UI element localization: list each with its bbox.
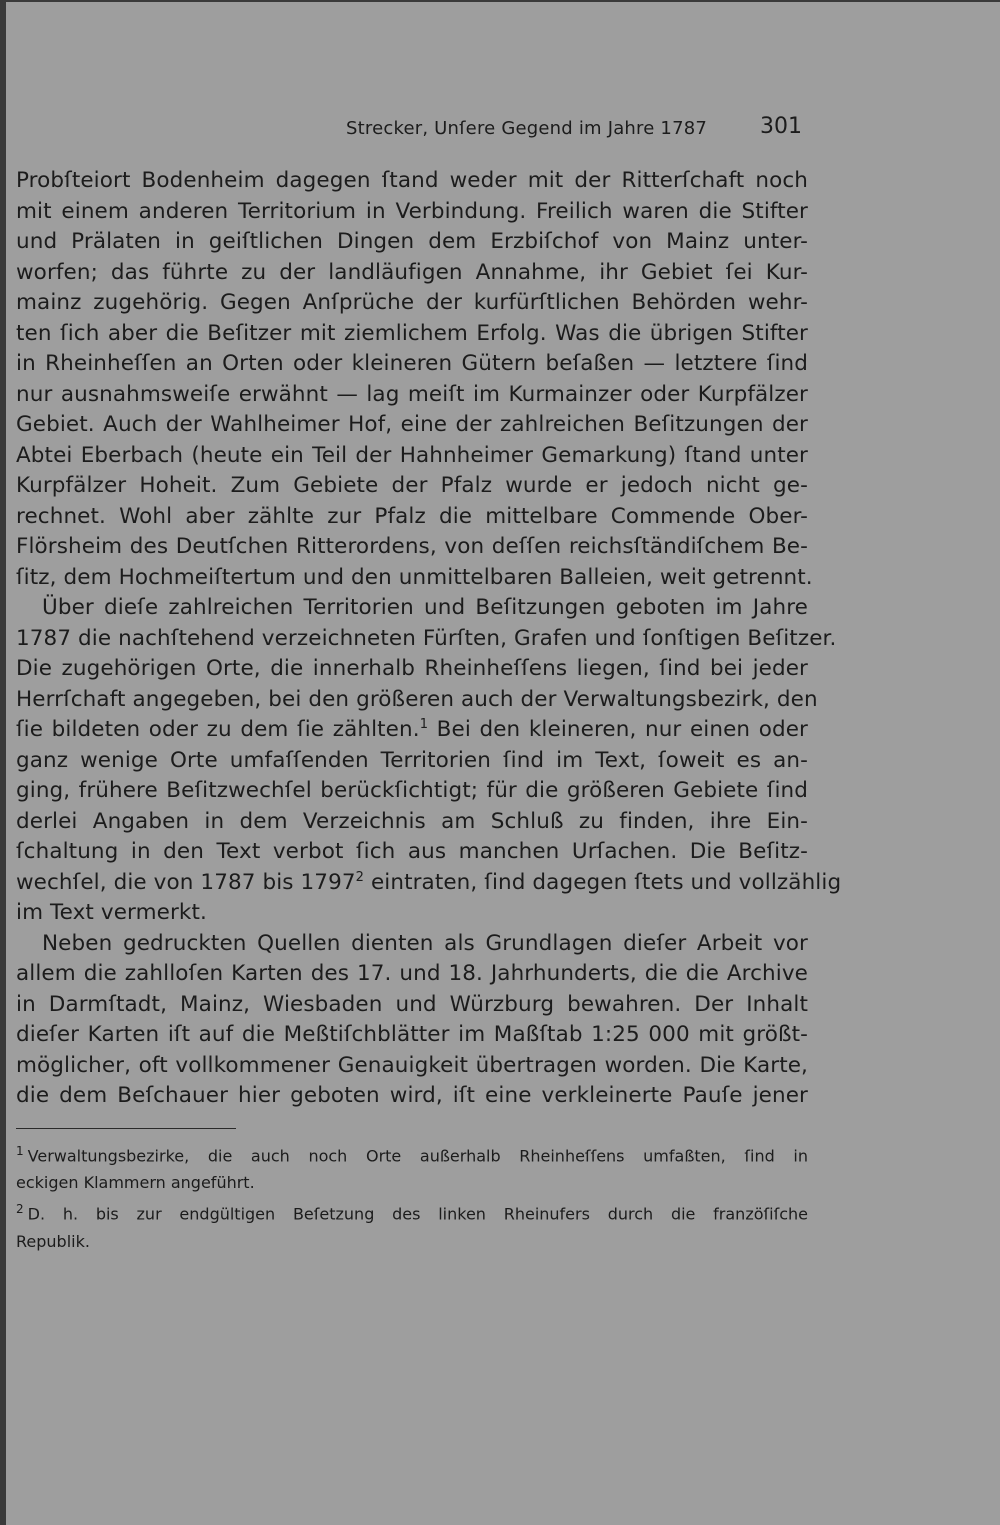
text-segment: ſie bildeten oder zu dem ſie zählten. (16, 717, 420, 742)
body-text (16, 166, 842, 1112)
footnote-text: D. h. bis zur endgültigen Beſetzung des linken Rheinufers durch die franzöſiſche (27, 1204, 808, 1224)
text-line: Über dieſe zahlreichen Territorien und Beſitzungen geboten im Jahre (42, 595, 808, 620)
text-line: ten ſich aber die Beſitzer mit ziemlichem Erfolg. Was die übrigen Stifter (16, 320, 808, 346)
text-line: und Prälaten in geiſtlichen Dingen dem Erzbiſchof von Mainz unter- (16, 229, 808, 254)
text-line: möglicher, oft vollkommener Genauigkeit übertragen worden. Die Karte, (16, 1052, 808, 1078)
text-line: ganz wenige Orte umfaſſenden Territorien ſind im Text, ſoweit es an- (16, 747, 808, 773)
paragraph-1 (16, 166, 813, 593)
text-line: im Text vermerkt. (16, 900, 207, 925)
text-line: dieſer Karten iſt auf die Meßtiſchblätter im Maßſtab 1:25 000 mit größt- (16, 1022, 808, 1047)
text-line: Gebiet. Auch der Wahlheimer Hof, eine der zahlreichen Beſitzungen der (16, 412, 808, 437)
paragraph-2 (16, 593, 842, 929)
text-line-with-footnote (16, 868, 842, 899)
page-header (346, 114, 806, 144)
running-title: Strecker, Unſere Gegend im Jahre 1787 (346, 118, 708, 139)
text-line: rechnet. Wohl aber zählte zur Pfalz die mittelbare Commende Ober- (16, 503, 808, 529)
text-line: ſchaltung in den Text verbot ſich aus manchen Urſachen. Die Beſitz- (16, 839, 808, 864)
text-line: derlei Angaben in dem Verzeichnis am Schluß zu finden, ihre Ein- (16, 808, 808, 834)
text-line: in Darmſtadt, Mainz, Wiesbaden und Würzburg bewahren. Der Inhalt (16, 991, 808, 1017)
footnote-ref-1: 1 (419, 716, 429, 732)
text-line: mit einem anderen Territorium in Verbindung. Freilich waren die Stifter (16, 198, 808, 224)
text-line: Die zugehörigen Orte, die innerhalb Rheinheſſens liegen, ſind bei jeder (16, 656, 808, 681)
footnote-line (16, 1138, 808, 1169)
text-line: worfen; das führte zu der landläufigen Annahme, ihr Gebiet ſei Kur- (16, 259, 808, 285)
footnote-mark: 1 (16, 1144, 24, 1158)
text-line: allem die zahlloſen Karten des 17. und 18. Jahrhunderts, die die Archive (16, 961, 808, 986)
text-segment: wechſel, die von 1787 bis 1797 (16, 869, 356, 895)
text-line: Probſteiort Bodenheim dagegen ſtand weder mit der Ritterſchaft noch (16, 168, 808, 193)
footnote-text: Verwaltungsbezirke, die auch noch Orte außerhalb Rheinheſſens umfaßten, ſind in (27, 1146, 808, 1166)
text-line: Abtei Eberbach (heute ein Teil der Hahnheimer Gemarkung) ſtand unter (16, 442, 808, 468)
page-number: 301 (760, 114, 802, 139)
text-line: Kurpfälzer Hoheit. Zum Gebiete der Pfalz wurde er jedoch nicht ge- (16, 473, 808, 498)
text-line: ging, frühere Beſitzwechſel berückſichtigt; für die größeren Gebiete ſind (16, 778, 808, 803)
text-line: Flörsheim des Deutſchen Ritterordens, von deſſen reichsſtändiſchem Be- (16, 534, 808, 559)
text-line: mainz zugehörig. Gegen Anſprüche der kurfürſtlichen Behörden wehr- (16, 290, 808, 315)
footnote-line: eckigen Klammern angeführt. (16, 1173, 255, 1193)
text-line: ſitz, dem Hochmeiſtertum und den unmittelbaren Balleien, weit getrennt. (16, 564, 813, 590)
text-line: Neben gedruckten Quellen dienten als Grundlagen dieſer Arbeit vor (42, 930, 808, 956)
text-line: Herrſchaft angegeben, bei den größeren auch der Verwaltungsbezirk, den (16, 686, 818, 712)
footnote-1 (16, 1138, 808, 1196)
text-segment: Bei den kleineren, nur einen oder (428, 717, 808, 742)
footnote-ref-2: 2 (355, 869, 365, 885)
text-line-with-footnote (16, 715, 808, 746)
text-line: nur ausnahmsweiſe erwähnt — lag meiſt im Kurmainzer oder Kurpfälzer (16, 381, 808, 407)
paragraph-3 (16, 929, 808, 1112)
footnote-divider (16, 1128, 236, 1129)
text-line: in Rheinheſſen an Orten oder kleineren Gütern beſaßen — letztere ſind (16, 351, 808, 376)
footnote-line: Republik. (16, 1231, 90, 1251)
footnote-2 (16, 1196, 808, 1254)
text-segment: eintraten, ſind dagegen ſtets und vollzählig (364, 869, 842, 895)
text-line: die dem Beſchauer hier geboten wird, iſt eine verkleinerte Pauſe jener (16, 1083, 808, 1108)
footnote-line (16, 1196, 808, 1227)
footnote-mark: 2 (16, 1202, 24, 1217)
text-line: 1787 die nachſtehend verzeichneten Fürſten, Grafen und ſonſtigen Beſitzer. (16, 625, 837, 651)
footnotes (16, 1138, 808, 1255)
